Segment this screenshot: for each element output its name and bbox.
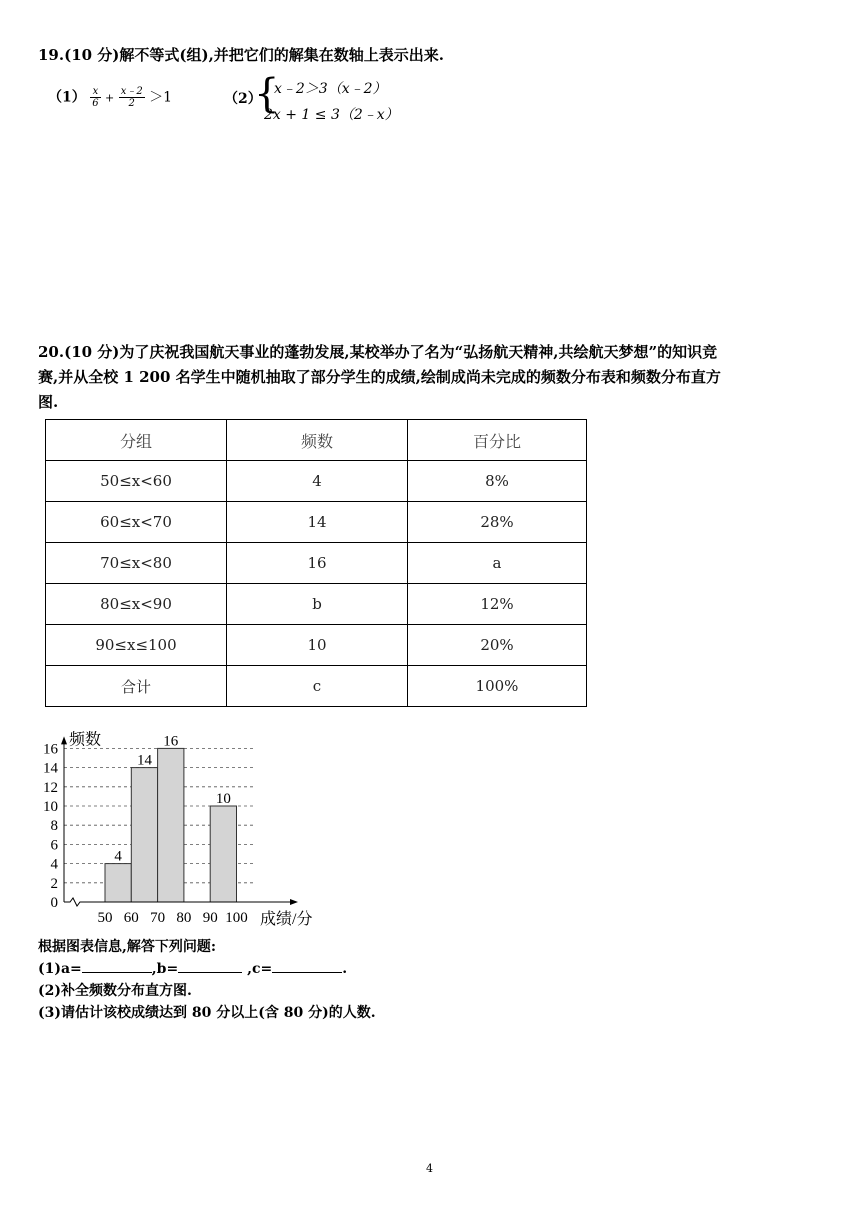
system-brace: { [254,71,280,117]
x-axis-arrow [290,899,298,905]
table-cell: 合计 [46,666,227,707]
x-tick-label: 70 [150,910,166,926]
q20-intro [38,340,838,415]
table-cell: 100% [408,666,587,707]
fraction-x-over-6 [90,86,100,109]
table-cell: 50≤x<60 [46,461,227,502]
answer-blank-a[interactable] [82,958,152,973]
question-3: (3)请估计该校成绩达到 80 分以上(含 80 分)的人数. [38,1005,376,1021]
q20-intro-line: 赛,并从全校 1 200 名学生中随机抽取了部分学生的成绩,绘制成尚未完成的频数分布表和频数分布直方 [38,368,721,386]
table-cell: 90≤x≤100 [46,625,227,666]
y-tick-label: 2 [50,875,58,892]
table-cell: 14 [227,502,408,543]
table-cell: 80≤x<90 [46,584,227,625]
table-row [46,625,587,666]
table-cell: 16 [227,543,408,584]
y-tick-label: 14 [43,760,58,777]
table-row [46,502,587,543]
q20-intro-line: 20.(10 分)为了庆祝我国航天事业的蓬勃发展,某校举办了名为“弘扬航天精神,共绘航天梦想”的知识竞 [38,343,718,361]
table-cell: 10 [227,625,408,666]
table-cell: 28% [408,502,587,543]
q1-end: . [342,961,348,977]
table-header-cell: 分组 [46,420,227,461]
q19-part1 [48,86,172,109]
q1-b-label: ,b= [151,961,179,977]
fraction-numerator: x﹣2 [120,86,143,97]
q1-c-label: ,c= [242,961,273,977]
table-cell: 4 [227,461,408,502]
bar-value-label: 16 [163,733,179,750]
fraction-x-minus-2-over-2 [119,86,145,109]
table-cell: 20% [408,625,587,666]
y-axis-arrow [61,736,67,744]
histogram-bar [105,864,131,902]
table-header-cell: 频数 [227,420,408,461]
histogram-bar [131,768,157,902]
answer-blank-c[interactable] [272,958,342,973]
y-tick-label: 12 [43,779,58,796]
x-tick-label: 90 [202,910,218,926]
y-tick-label: 16 [43,741,58,758]
frequency-table-container [45,419,587,707]
system-line-1: x﹣2＞3（x﹣2） [274,81,387,97]
table-cell: a [408,543,587,584]
x-axis-label: 成绩/分 [260,911,313,928]
q19-part1-label: （1） [48,89,86,106]
table-cell: 8% [408,461,587,502]
table-cell: 60≤x<70 [46,502,227,543]
x-tick-label: 60 [123,910,139,926]
table-row [46,461,587,502]
system-line-2: 2x + 1 ≤ 3（2﹣x） [264,107,399,123]
y-axis-label: 频数 [69,731,102,749]
table-cell: 70≤x<80 [46,543,227,584]
inequality-rhs: ＞1 [149,89,173,106]
table-row [46,543,587,584]
page-number: 4 [426,1162,433,1175]
histogram-bar [210,806,236,902]
table-cell: b [227,584,408,625]
y-tick-label: 0 [50,895,58,911]
table-cell: c [227,666,408,707]
fraction-denominator: 6 [92,98,99,109]
y-tick-label: 4 [50,856,58,873]
q19-part2-label: （2） [224,91,262,107]
x-tick-label: 80 [176,910,192,926]
question-2: (2)补全频数分布直方图. [38,983,192,999]
q1-a-label: (1)a= [38,961,82,977]
table-header-cell: 百分比 [408,420,587,461]
q20-intro-line: 图. [38,393,59,411]
q19-title: 19.(10 分)解不等式(组),并把它们的解集在数轴上表示出来. [38,46,445,64]
frequency-table [45,419,587,707]
bar-value-label: 10 [215,791,231,807]
x-tick-label: 100 [225,910,248,926]
fraction-numerator: x [90,86,100,98]
questions-intro: 根据图表信息,解答下列问题: [38,939,217,955]
answer-blank-b[interactable] [178,958,242,973]
histogram-bar [158,748,184,902]
table-row [46,666,587,707]
y-tick-label: 8 [50,818,58,835]
plus-sign: + [105,91,115,105]
bar-value-label: 14 [136,752,152,769]
fraction-denominator: 2 [128,98,135,109]
bar-value-label: 4 [114,848,122,865]
y-tick-label: 6 [50,837,58,854]
table-row [46,584,587,625]
table-cell: 12% [408,584,587,625]
y-tick-label: 10 [43,799,58,815]
histogram-chart [30,726,330,932]
table-header-row [46,420,587,461]
x-tick-label: 50 [97,910,113,926]
question-1 [38,958,347,977]
